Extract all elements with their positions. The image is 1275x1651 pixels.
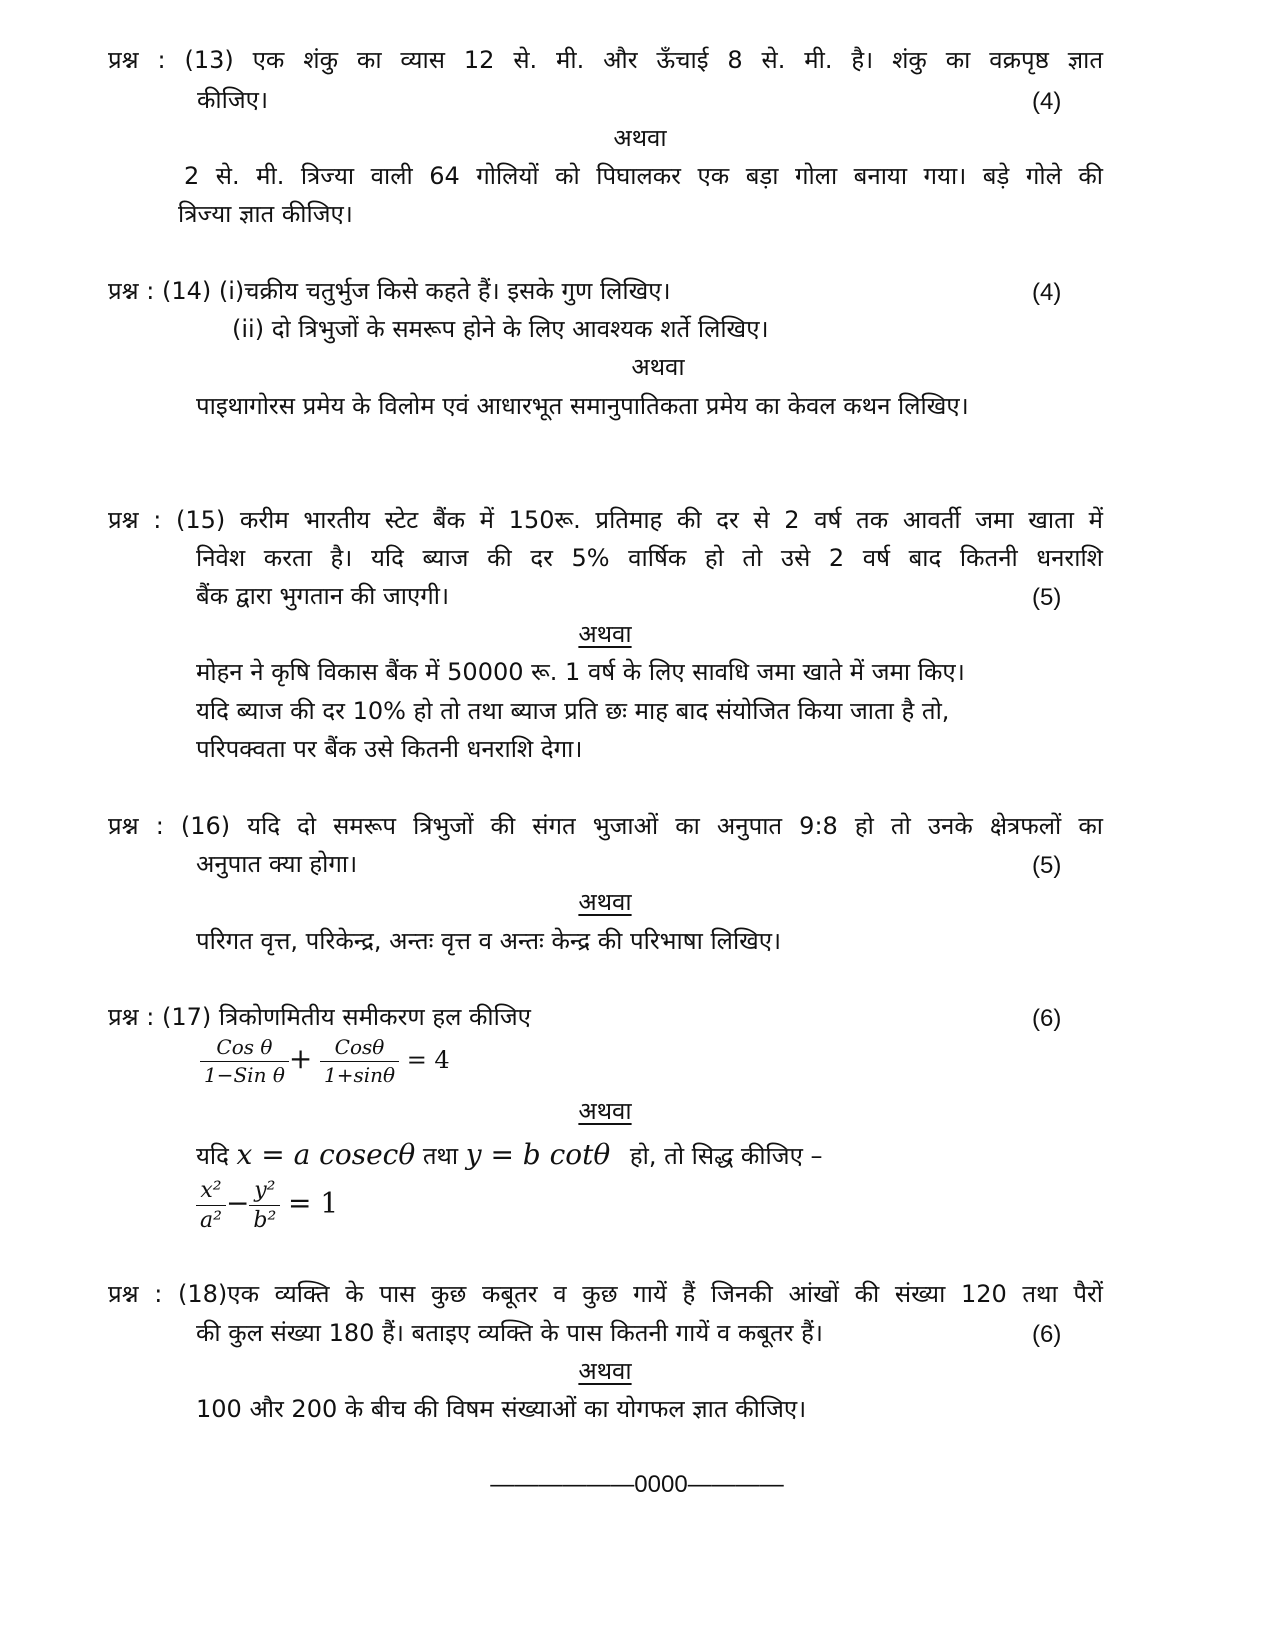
- q15-text-line3: बैंक द्वारा भुगतान की जाएगी।: [196, 582, 450, 610]
- plus-sign: +: [288, 1042, 313, 1075]
- q18-or: अथवा: [578, 1357, 632, 1385]
- q17-marks: (6): [1032, 1005, 1062, 1032]
- q14-alt-line1: पाइथागोरस प्रमेय के विलोम एवं आधारभूत समानुपातिकता प्रमेय का केवल कथन लिखिए।: [196, 392, 969, 420]
- x-squared: x²: [196, 1178, 226, 1206]
- q13-alt-line2: त्रिज्या ज्ञात कीजिए।: [178, 200, 353, 228]
- q16-or: अथवा: [578, 888, 632, 916]
- x-squared-over-a-squared: [196, 1178, 226, 1234]
- alt-prove: हो, तो सिद्ध कीजिए –: [629, 1142, 823, 1170]
- q15-alt-line2: यदि ब्याज की दर 10% हो तो तथा ब्याज प्रति छः माह बाद संयोजित किया जाता है तो,: [196, 697, 950, 725]
- minus-sign: −: [225, 1186, 250, 1220]
- q15-or: अथवा: [578, 620, 632, 648]
- q14-text: प्रश्न : (14) (i)चक्रीय चतुर्भुज किसे कहते हैं। इसके गुण लिखिए।: [108, 277, 671, 305]
- b-squared: b²: [253, 1208, 277, 1234]
- q13-alt-line1: 2 से. मी. त्रिज्या वाली 64 गोलियों को पिघालकर एक बड़ा गोला बनाया गया। बड़े गोले की: [184, 162, 1103, 190]
- q16-text-line2: अनुपात क्या होगा।: [196, 850, 358, 878]
- q17-identity: [196, 1178, 338, 1234]
- q13-text: प्रश्न : (13) एक शंकु का व्यास 12 से. मी. और ऊँचाई 8 से. मी. है। शंकु का वक्रपृष्ठ ज्ञात: [108, 46, 1103, 74]
- q16-text: प्रश्न : (16) यदि दो समरूप त्रिभुजों की संगत भुजाओं का अनुपात 9:8 हो तो उनके क्षेत्रफलों का: [108, 812, 1103, 840]
- fraction-2-numerator: Cosθ: [320, 1036, 399, 1062]
- q15-alt-line3: परिपक्वता पर बैंक उसे कितनी धनराशि देगा।: [196, 735, 583, 763]
- q15-text: प्रश्न : (15) करीम भारतीय स्टेट बैंक में 150रू. प्रतिमाह की दर से 2 वर्ष तक आवर्ती जमा खाता में: [108, 506, 1103, 534]
- q17-text: प्रश्न : (17) त्रिकोणमितीय समीकरण हल कीजिए: [108, 1003, 531, 1031]
- q15-text-line2: निवेश करता है। यदि ब्याज की दर 5% वार्षिक हो तो उसे 2 वर्ष बाद कितनी धनराशि: [196, 544, 1103, 572]
- fraction-2: [320, 1036, 399, 1087]
- q16-marks: (5): [1032, 852, 1062, 879]
- q13-or: अथवा: [613, 124, 667, 152]
- q14-text-line2: (ii) दो त्रिभुजों के समरूप होने के लिए आवश्यक शर्ते लिखिए।: [232, 315, 769, 343]
- fraction-1: [200, 1036, 289, 1087]
- y-squared-over-b-squared: [249, 1178, 280, 1234]
- q14-or: अथवा: [631, 353, 685, 381]
- q18-marks: (6): [1032, 1321, 1062, 1348]
- y-squared: y²: [249, 1178, 280, 1206]
- q16-alt-line1: परिगत वृत्त, परिकेन्द्र, अन्तः वृत्त व अन्तः केन्द्र की परिभाषा लिखिए।: [196, 927, 782, 955]
- x-definition: x = a cosecθ: [236, 1138, 416, 1171]
- fraction-1-numerator: Cos θ: [200, 1036, 289, 1062]
- q17-equation: [200, 1036, 450, 1087]
- fraction-1-denominator: 1−Sin θ: [204, 1063, 285, 1087]
- q15-alt-line1: मोहन ने कृषि विकास बैंक में 50000 रू. 1 वर्ष के लिए सावधि जमा खाते में जमा किए।: [196, 658, 965, 686]
- alt-and: तथा: [422, 1142, 459, 1170]
- q18-text-line2: की कुल संख्या 180 हैं। बताइए व्यक्ति के पास कितनी गायें व कबूतर हैं।: [196, 1319, 823, 1347]
- a-squared: a²: [200, 1208, 222, 1234]
- y-definition: y = b cotθ: [465, 1138, 611, 1171]
- q17-or: अथवा: [578, 1097, 632, 1125]
- q14-marks: (4): [1032, 279, 1062, 306]
- q17-alt-line1: [196, 1138, 822, 1172]
- q18-alt-line1: 100 और 200 के बीच की विषम संख्याओं का योगफल ज्ञात कीजिए।: [196, 1395, 807, 1423]
- identity-rhs: = 1: [287, 1186, 339, 1220]
- q18-text: प्रश्न : (18)एक व्यक्ति के पास कुछ कबूतर व कुछ गायें हैं जिनकी आंखों की संख्या 120 तथा पैरों: [108, 1280, 1103, 1308]
- q13-marks: (4): [1032, 88, 1062, 115]
- equation-rhs: = 4: [406, 1046, 450, 1074]
- page-footer: ——————0000————: [490, 1471, 784, 1498]
- fraction-2-denominator: 1+sinθ: [323, 1063, 396, 1087]
- q15-marks: (5): [1032, 584, 1062, 611]
- q13-text-line2: कीजिए।: [197, 86, 269, 114]
- alt-if: यदि: [196, 1142, 229, 1170]
